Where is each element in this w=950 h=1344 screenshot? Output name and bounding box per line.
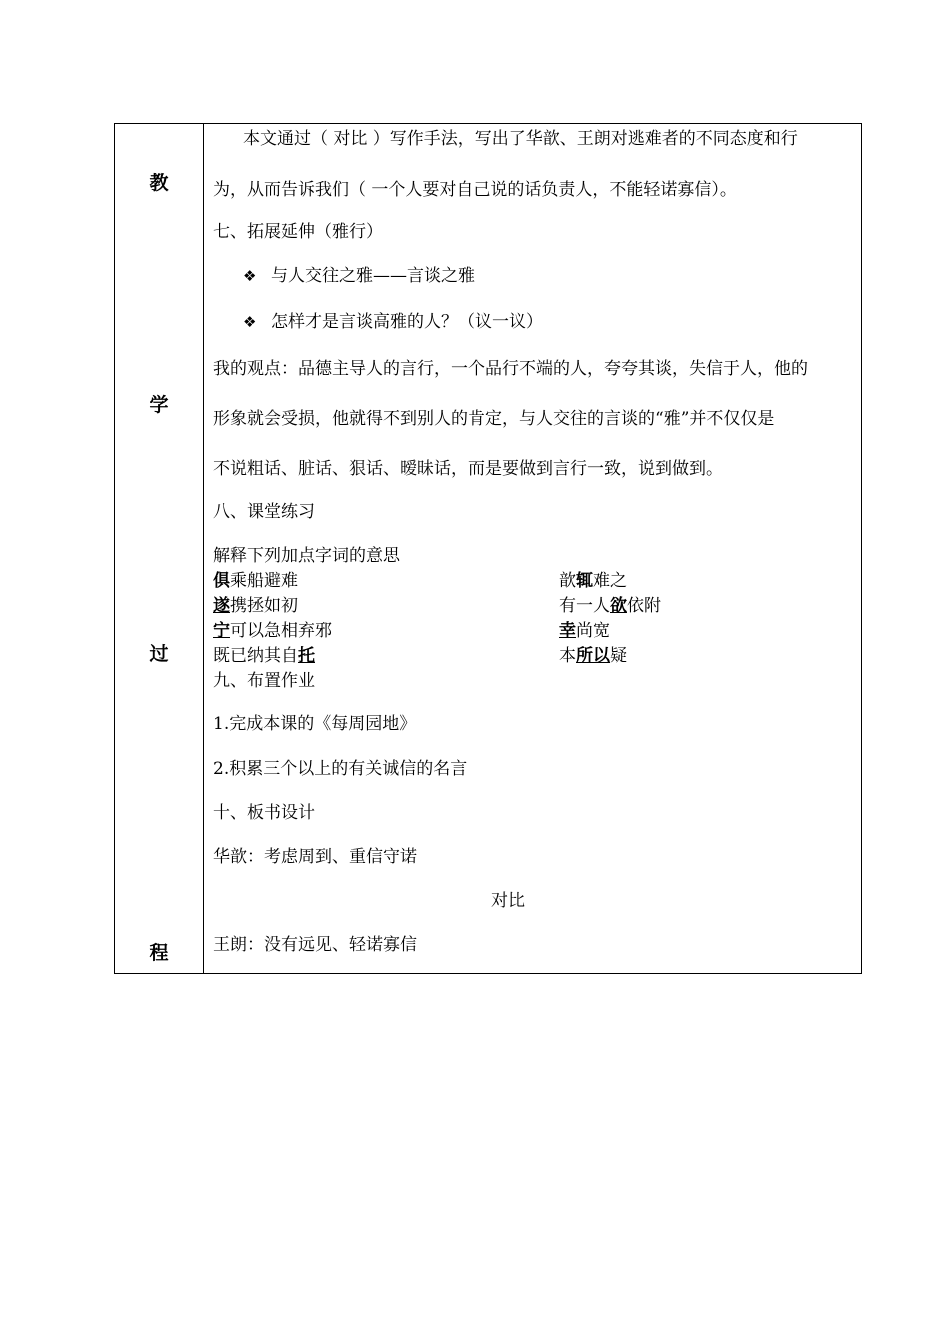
section-8-heading: 八、课堂练习 <box>213 502 315 522</box>
exercise-row-2: 遂携拯如初 有一人欲依附 <box>213 596 661 616</box>
exercise-row-3: 宁可以急相弃邪 幸尚宽 <box>213 621 610 641</box>
exercise-row-1: 俱乘船避难 歆辄难之 <box>213 571 627 591</box>
summary-line-2: 为，从而告诉我们（ 一个人要对自己说的话负责人，不能轻诺寡信）。 <box>213 180 737 200</box>
side-label-cheng: 程 <box>149 942 169 964</box>
section-10-heading: 十、板书设计 <box>213 803 315 823</box>
summary-line-1: 本文通过（ 对比 ）写作手法，写出了华歆、王朗对逃难者的不同态度和行 <box>243 129 798 149</box>
lesson-table <box>114 123 862 974</box>
section-7-heading: 七、拓展延伸（雅行） <box>213 222 383 242</box>
side-label-xue: 学 <box>149 394 169 416</box>
exercise-title: 解释下列加点字词的意思 <box>213 546 400 566</box>
side-label-jiao: 教 <box>149 172 169 194</box>
side-label-guo: 过 <box>149 643 169 665</box>
diamond-bullet-icon: ❖ <box>243 313 257 331</box>
viewpoint-line-3: 不说粗话、脏话、狠话、暧昧话，而是要做到言行一致，说到做到。 <box>213 459 723 479</box>
viewpoint-line-1: 我的观点：品德主导人的言行，一个品行不端的人，夸夸其谈，失信于人，他的 <box>213 359 808 379</box>
viewpoint-line-2: 形象就会受损，他就得不到别人的肯定，与人交往的言谈的“雅”并不仅仅是 <box>213 409 775 429</box>
bullet-item-1: ❖ 与人交往之雅——言谈之雅 <box>243 266 475 286</box>
board-hua-xin: 华歆：考虑周到、重信守诺 <box>213 847 417 867</box>
board-contrast: 对比 <box>491 891 525 911</box>
homework-item-2: 2.积累三个以上的有关诚信的名言 <box>213 759 468 779</box>
exercise-row-4: 既已纳其自托 本所以疑 <box>213 646 627 666</box>
diamond-bullet-icon: ❖ <box>243 267 257 285</box>
section-9-heading: 九、布置作业 <box>213 671 315 691</box>
column-divider <box>203 124 204 973</box>
bullet-item-2: ❖ 怎样才是言谈高雅的人？（议一议） <box>243 312 543 332</box>
homework-item-1: 1.完成本课的《每周园地》 <box>213 714 417 734</box>
board-wang-lang: 王朗：没有远见、轻诺寡信 <box>213 935 417 955</box>
